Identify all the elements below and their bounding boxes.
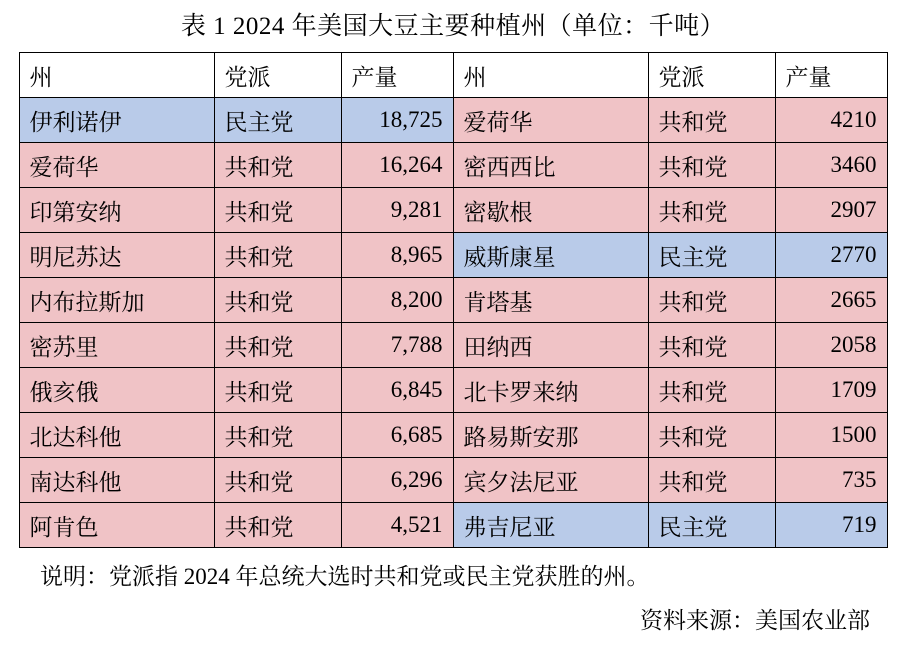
cell-output: 2058 (775, 323, 887, 368)
cell-party: 共和党 (214, 233, 341, 278)
cell-state: 印第安纳 (19, 188, 214, 233)
cell-state: 爱荷华 (19, 143, 214, 188)
table-row (19, 188, 887, 233)
cell-party: 共和党 (648, 413, 775, 458)
cell-party: 共和党 (214, 368, 341, 413)
cell-party: 共和党 (214, 143, 341, 188)
table-header-row (19, 53, 887, 98)
cell-state: 宾夕法尼亚 (453, 458, 648, 503)
soybean-production-table (19, 52, 888, 548)
column-header-party-right: 党派 (648, 53, 775, 98)
cell-party: 民主党 (648, 503, 775, 548)
cell-state: 路易斯安那 (453, 413, 648, 458)
table-row (19, 368, 887, 413)
cell-party: 民主党 (214, 98, 341, 143)
table-row (19, 413, 887, 458)
column-header-output-right: 产量 (775, 53, 887, 98)
cell-party: 共和党 (648, 323, 775, 368)
cell-output: 4,521 (341, 503, 453, 548)
cell-output: 1500 (775, 413, 887, 458)
column-header-party-left: 党派 (214, 53, 341, 98)
cell-party: 共和党 (214, 323, 341, 368)
cell-state: 爱荷华 (453, 98, 648, 143)
cell-output: 2665 (775, 278, 887, 323)
cell-state: 密西西比 (453, 143, 648, 188)
cell-output: 6,685 (341, 413, 453, 458)
cell-party: 共和党 (648, 458, 775, 503)
cell-output: 4210 (775, 98, 887, 143)
cell-state: 阿肯色 (19, 503, 214, 548)
table-row (19, 233, 887, 278)
table-row (19, 98, 887, 143)
cell-state: 北卡罗来纳 (453, 368, 648, 413)
column-header-state-left: 州 (19, 53, 214, 98)
cell-output: 6,296 (341, 458, 453, 503)
cell-state: 威斯康星 (453, 233, 648, 278)
column-header-output-left: 产量 (341, 53, 453, 98)
cell-output: 2907 (775, 188, 887, 233)
cell-party: 共和党 (648, 278, 775, 323)
cell-party: 共和党 (214, 458, 341, 503)
cell-party: 共和党 (648, 98, 775, 143)
cell-party: 共和党 (648, 143, 775, 188)
cell-state: 明尼苏达 (19, 233, 214, 278)
cell-party: 共和党 (214, 413, 341, 458)
table-row (19, 143, 887, 188)
table-row (19, 278, 887, 323)
column-header-state-right: 州 (453, 53, 648, 98)
table-row (19, 458, 887, 503)
cell-output: 8,200 (341, 278, 453, 323)
cell-output: 8,965 (341, 233, 453, 278)
cell-state: 弗吉尼亚 (453, 503, 648, 548)
cell-party: 共和党 (214, 278, 341, 323)
cell-state: 密苏里 (19, 323, 214, 368)
cell-party: 共和党 (214, 503, 341, 548)
page-title: 表 1 2024 年美国大豆主要种植州（单位：千吨） (180, 13, 726, 40)
table-body (19, 98, 887, 548)
cell-state: 密歇根 (453, 188, 648, 233)
cell-party: 共和党 (648, 368, 775, 413)
cell-state: 田纳西 (453, 323, 648, 368)
cell-output: 18,725 (341, 98, 453, 143)
cell-output: 2770 (775, 233, 887, 278)
cell-output: 735 (775, 458, 887, 503)
cell-party: 民主党 (648, 233, 775, 278)
table-source: 资料来源：美国农业部 (640, 608, 870, 633)
cell-output: 9,281 (341, 188, 453, 233)
table-row (19, 323, 887, 368)
cell-state: 内布拉斯加 (19, 278, 214, 323)
cell-party: 共和党 (648, 188, 775, 233)
cell-output: 3460 (775, 143, 887, 188)
cell-state: 南达科他 (19, 458, 214, 503)
cell-output: 6,845 (341, 368, 453, 413)
cell-output: 719 (775, 503, 887, 548)
cell-output: 1709 (775, 368, 887, 413)
cell-party: 共和党 (214, 188, 341, 233)
cell-output: 7,788 (341, 323, 453, 368)
cell-state: 北达科他 (19, 413, 214, 458)
cell-output: 16,264 (341, 143, 453, 188)
cell-state: 俄亥俄 (19, 368, 214, 413)
table-header (19, 53, 887, 98)
table-note: 说明：党派指 2024 年总统大选时共和党或民主党获胜的州。 (40, 564, 650, 589)
cell-state: 肯塔基 (453, 278, 648, 323)
cell-state: 伊利诺伊 (19, 98, 214, 143)
table-row (19, 503, 887, 548)
